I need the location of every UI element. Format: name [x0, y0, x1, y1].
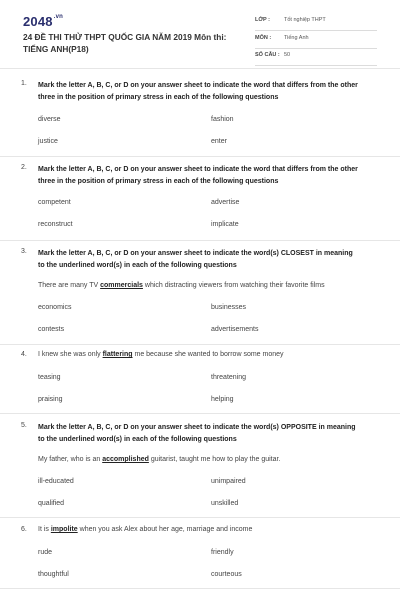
underlined-word: flattering — [102, 351, 133, 358]
option-c[interactable]: praising — [38, 396, 63, 403]
option-d[interactable]: unskilled — [211, 500, 239, 507]
sentence-after: guitarist, taught me how to play the guitar. — [148, 456, 281, 463]
page-header — [0, 0, 400, 66]
question-number: 2. — [21, 164, 27, 171]
option-c[interactable]: contests — [38, 326, 65, 333]
option-b[interactable]: threatening — [211, 374, 247, 381]
meta-row-count — [255, 49, 377, 66]
option-a[interactable]: competent — [38, 199, 71, 206]
option-b[interactable]: advertise — [211, 199, 240, 206]
option-c[interactable]: justice — [38, 138, 58, 145]
meta-label: SỐ CÂU : — [255, 52, 280, 58]
exam-meta — [255, 14, 377, 67]
meta-label: MÔN : — [255, 34, 272, 41]
logo-main: 2048 — [23, 14, 53, 29]
option-d[interactable]: helping — [211, 396, 234, 403]
sentence-before: My father, who is an — [38, 456, 103, 463]
question-divider — [0, 517, 400, 518]
meta-row-class — [255, 14, 377, 31]
underlined-word: accomplished — [102, 456, 149, 463]
sentence-before: There are many TV — [38, 282, 101, 289]
question-divider — [0, 588, 400, 589]
option-b[interactable]: friendly — [211, 549, 234, 556]
sentence-after: me because she wanted to borrow some money — [132, 351, 284, 358]
option-d[interactable]: enter — [211, 138, 227, 145]
option-a[interactable]: economics — [38, 304, 72, 311]
option-c[interactable]: qualified — [38, 500, 65, 507]
question-sentence — [38, 526, 378, 533]
question-divider — [0, 413, 400, 414]
option-a[interactable]: rude — [38, 549, 53, 556]
meta-value: Tốt nghiệp THPT — [284, 17, 326, 23]
underlined-word: commercials — [100, 282, 143, 289]
question-divider — [0, 156, 400, 157]
question-divider — [0, 240, 400, 241]
question-instruction: Mark the letter A, B, C, or D on your answer sheet to indicate the word(s) CLOSEST in meaning to the underlined word(s) in each of the following questions — [38, 250, 353, 269]
sentence-before: I knew she was only — [38, 351, 103, 358]
question-number: 6. — [21, 526, 27, 533]
question-instruction: Mark the letter A, B, C, or D on your answer sheet to indicate the word(s) OPPOSITE in meaning to the underlined word(s) in each of the following questions — [38, 424, 356, 443]
question-number: 1. — [21, 80, 27, 87]
meta-row-subject — [255, 32, 377, 49]
option-c[interactable]: reconstruct — [38, 221, 73, 228]
option-d[interactable]: advertisements — [211, 326, 259, 333]
site-logo[interactable] — [23, 14, 63, 29]
question-instruction: Mark the letter A, B, C, or D on your answer sheet to indicate the word that differs from the other three in the position of primary stress in each of the following questions — [38, 82, 358, 101]
option-b[interactable]: fashion — [211, 116, 234, 123]
question-instruction: Mark the letter A, B, C, or D on your answer sheet to indicate the word that differs from the other three in the position of primary stress in each of the following questions — [38, 166, 358, 185]
exam-title: 24 ĐỀ THI THỬ THPT QUỐC GIA NĂM 2019 Môn thi: TIẾNG ANH(P18) — [23, 32, 227, 54]
question-number: 3. — [21, 248, 27, 255]
header-divider — [0, 68, 400, 69]
sentence-after: when you ask Alex about her age, marriage and income — [77, 526, 253, 533]
logo-suffix: .vn — [53, 14, 64, 20]
option-a[interactable]: ill-educated — [38, 478, 74, 485]
meta-value: 50 — [284, 52, 291, 58]
question-number: 4. — [21, 351, 27, 358]
option-d[interactable]: implicate — [211, 221, 239, 228]
meta-value: Tiếng Anh — [284, 34, 309, 41]
question-sentence — [38, 456, 378, 463]
question-number: 5. — [21, 422, 27, 429]
option-b[interactable]: businesses — [211, 304, 247, 311]
option-a[interactable]: diverse — [38, 116, 61, 123]
meta-label: LỚP : — [255, 17, 270, 23]
question-sentence — [38, 282, 378, 289]
sentence-after: which distracting viewers from watching their favorite films — [142, 282, 325, 289]
option-b[interactable]: unimpaired — [211, 478, 246, 485]
option-d[interactable]: courteous — [211, 571, 242, 578]
underlined-word: impolite — [50, 526, 78, 533]
question-sentence — [38, 351, 378, 358]
sentence-before: It is — [38, 526, 51, 533]
option-a[interactable]: teasing — [38, 374, 61, 381]
question-divider — [0, 344, 400, 345]
option-c[interactable]: thoughtful — [38, 571, 69, 578]
